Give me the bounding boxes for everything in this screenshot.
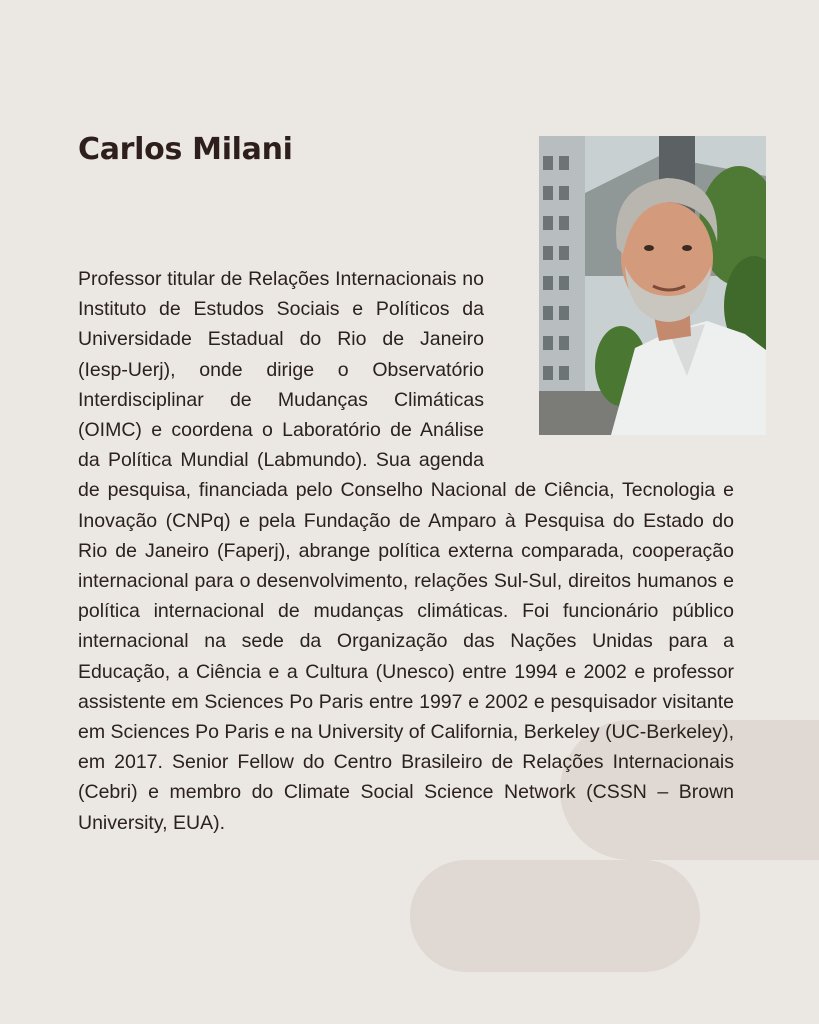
decorative-shape xyxy=(410,860,700,972)
person-name: Carlos Milani xyxy=(78,132,293,167)
photo-wrap-spacer xyxy=(484,264,734,460)
biography-text xyxy=(78,264,734,838)
biography-content: Professor titular de Relações Internacionais no Instituto de Estudos Sociais e Políticos da Universidade Estadual do Rio de Janeiro (Iesp-Uerj), onde dirige o Observatório Interdisciplinar de Mudanças Climáticas (OIMC) e coordena o Laboratório de Análise da Política Mundial (Labmundo). Sua agenda de pesquisa, financiada pelo Conselho Nacional de Ciência, Tecnologia e Inovação (CNPq) e pela Fundação de Amparo à Pesquisa do Estado do Rio de Janeiro (Faperj), abrange política externa comparada, cooperação internacional para o desenvolvimento, relações Sul-Sul, direitos humanos e política internacional de mudanças climáticas. Foi funcionário público internacional na sede da Organização das Nações Unidas para a Educação, a Ciência e a Cultura (Unesco) entre 1994 e 2002 e professor assistente em Sciences Po Paris entre 1997 e 2002 e pesquisador visitante em Sciences Po Paris e na University of California, Berkeley (UC-Berkeley), em 2017. Senior Fellow do Centro Brasileiro de Relações Internacionais (Cebri) e membro do Climate Social Science Network (CSSN – Brown University, EUA). xyxy=(78,268,734,834)
